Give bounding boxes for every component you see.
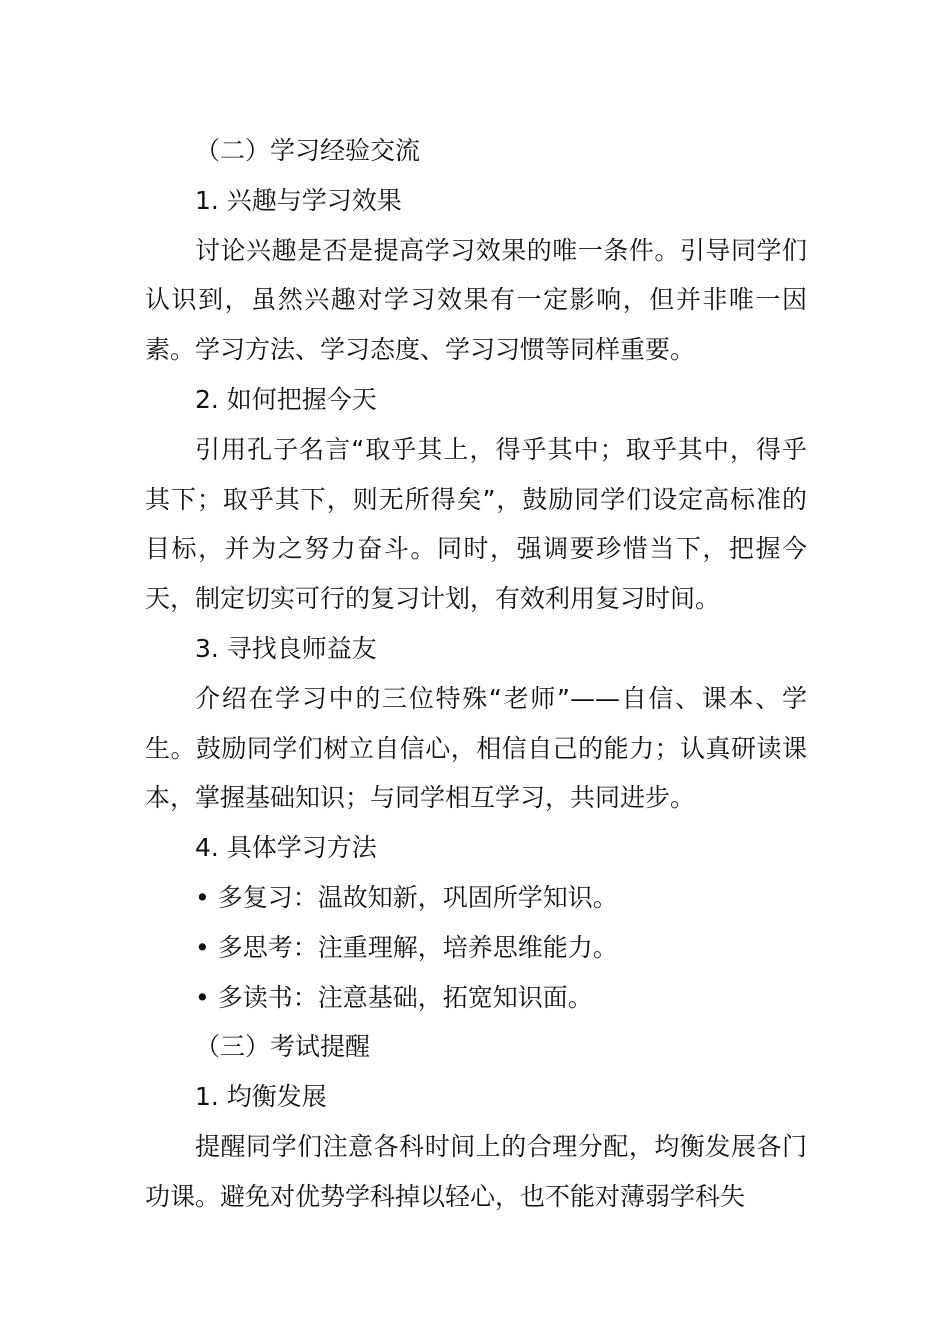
document-body <box>145 126 807 1222</box>
paragraph-balance: 提醒同学们注意各科时间上的合理分配，均衡发展各门功课。避免对优势学科掉以轻心，也不能对薄弱学科失 <box>145 1131 807 1211</box>
bullet-item: • 多思考：注重理解，培养思维能力。 <box>195 932 618 962</box>
subheading-balance: 1. 均衡发展 <box>195 1082 327 1112</box>
paragraph-today: 引用孔子名言“取乎其上，得乎其中；取乎其中，得乎其下；取乎其下，则无所得矣”，鼓励同学们设定高标准的目标，并为之努力奋斗。同时，强调要珍惜当下，把握今天，制定切实可行的复习计划，有效利用复习时间。 <box>145 434 807 614</box>
section-heading-3: （三）考试提醒 <box>195 1032 371 1062</box>
section-heading-2: （二）学习经验交流 <box>195 136 421 165</box>
subheading-teachers: 3. 寻找良师益友 <box>195 633 377 663</box>
subheading-methods: 4. 具体学习方法 <box>195 833 377 863</box>
paragraph-teachers: 介绍在学习中的三位特殊“老师”——自信、课本、学生。鼓励同学们树立自信心，相信自己的能力；认真研读课本，掌握基础知识；与同学相互学习，共同进步。 <box>145 683 807 813</box>
bullet-item: • 多复习：温故知新，巩固所学知识。 <box>195 882 618 912</box>
subheading-interest: 1. 兴趣与学习效果 <box>195 185 402 215</box>
bullet-item: • 多读书：注意基础，拓宽知识面。 <box>195 982 593 1012</box>
subheading-today: 2. 如何把握今天 <box>195 384 377 414</box>
paragraph-interest: 讨论兴趣是否是提高学习效果的唯一条件。引导同学们认识到，虽然兴趣对学习效果有一定影响，但并非唯一因素。学习方法、学习态度、学习习惯等同样重要。 <box>145 235 807 365</box>
